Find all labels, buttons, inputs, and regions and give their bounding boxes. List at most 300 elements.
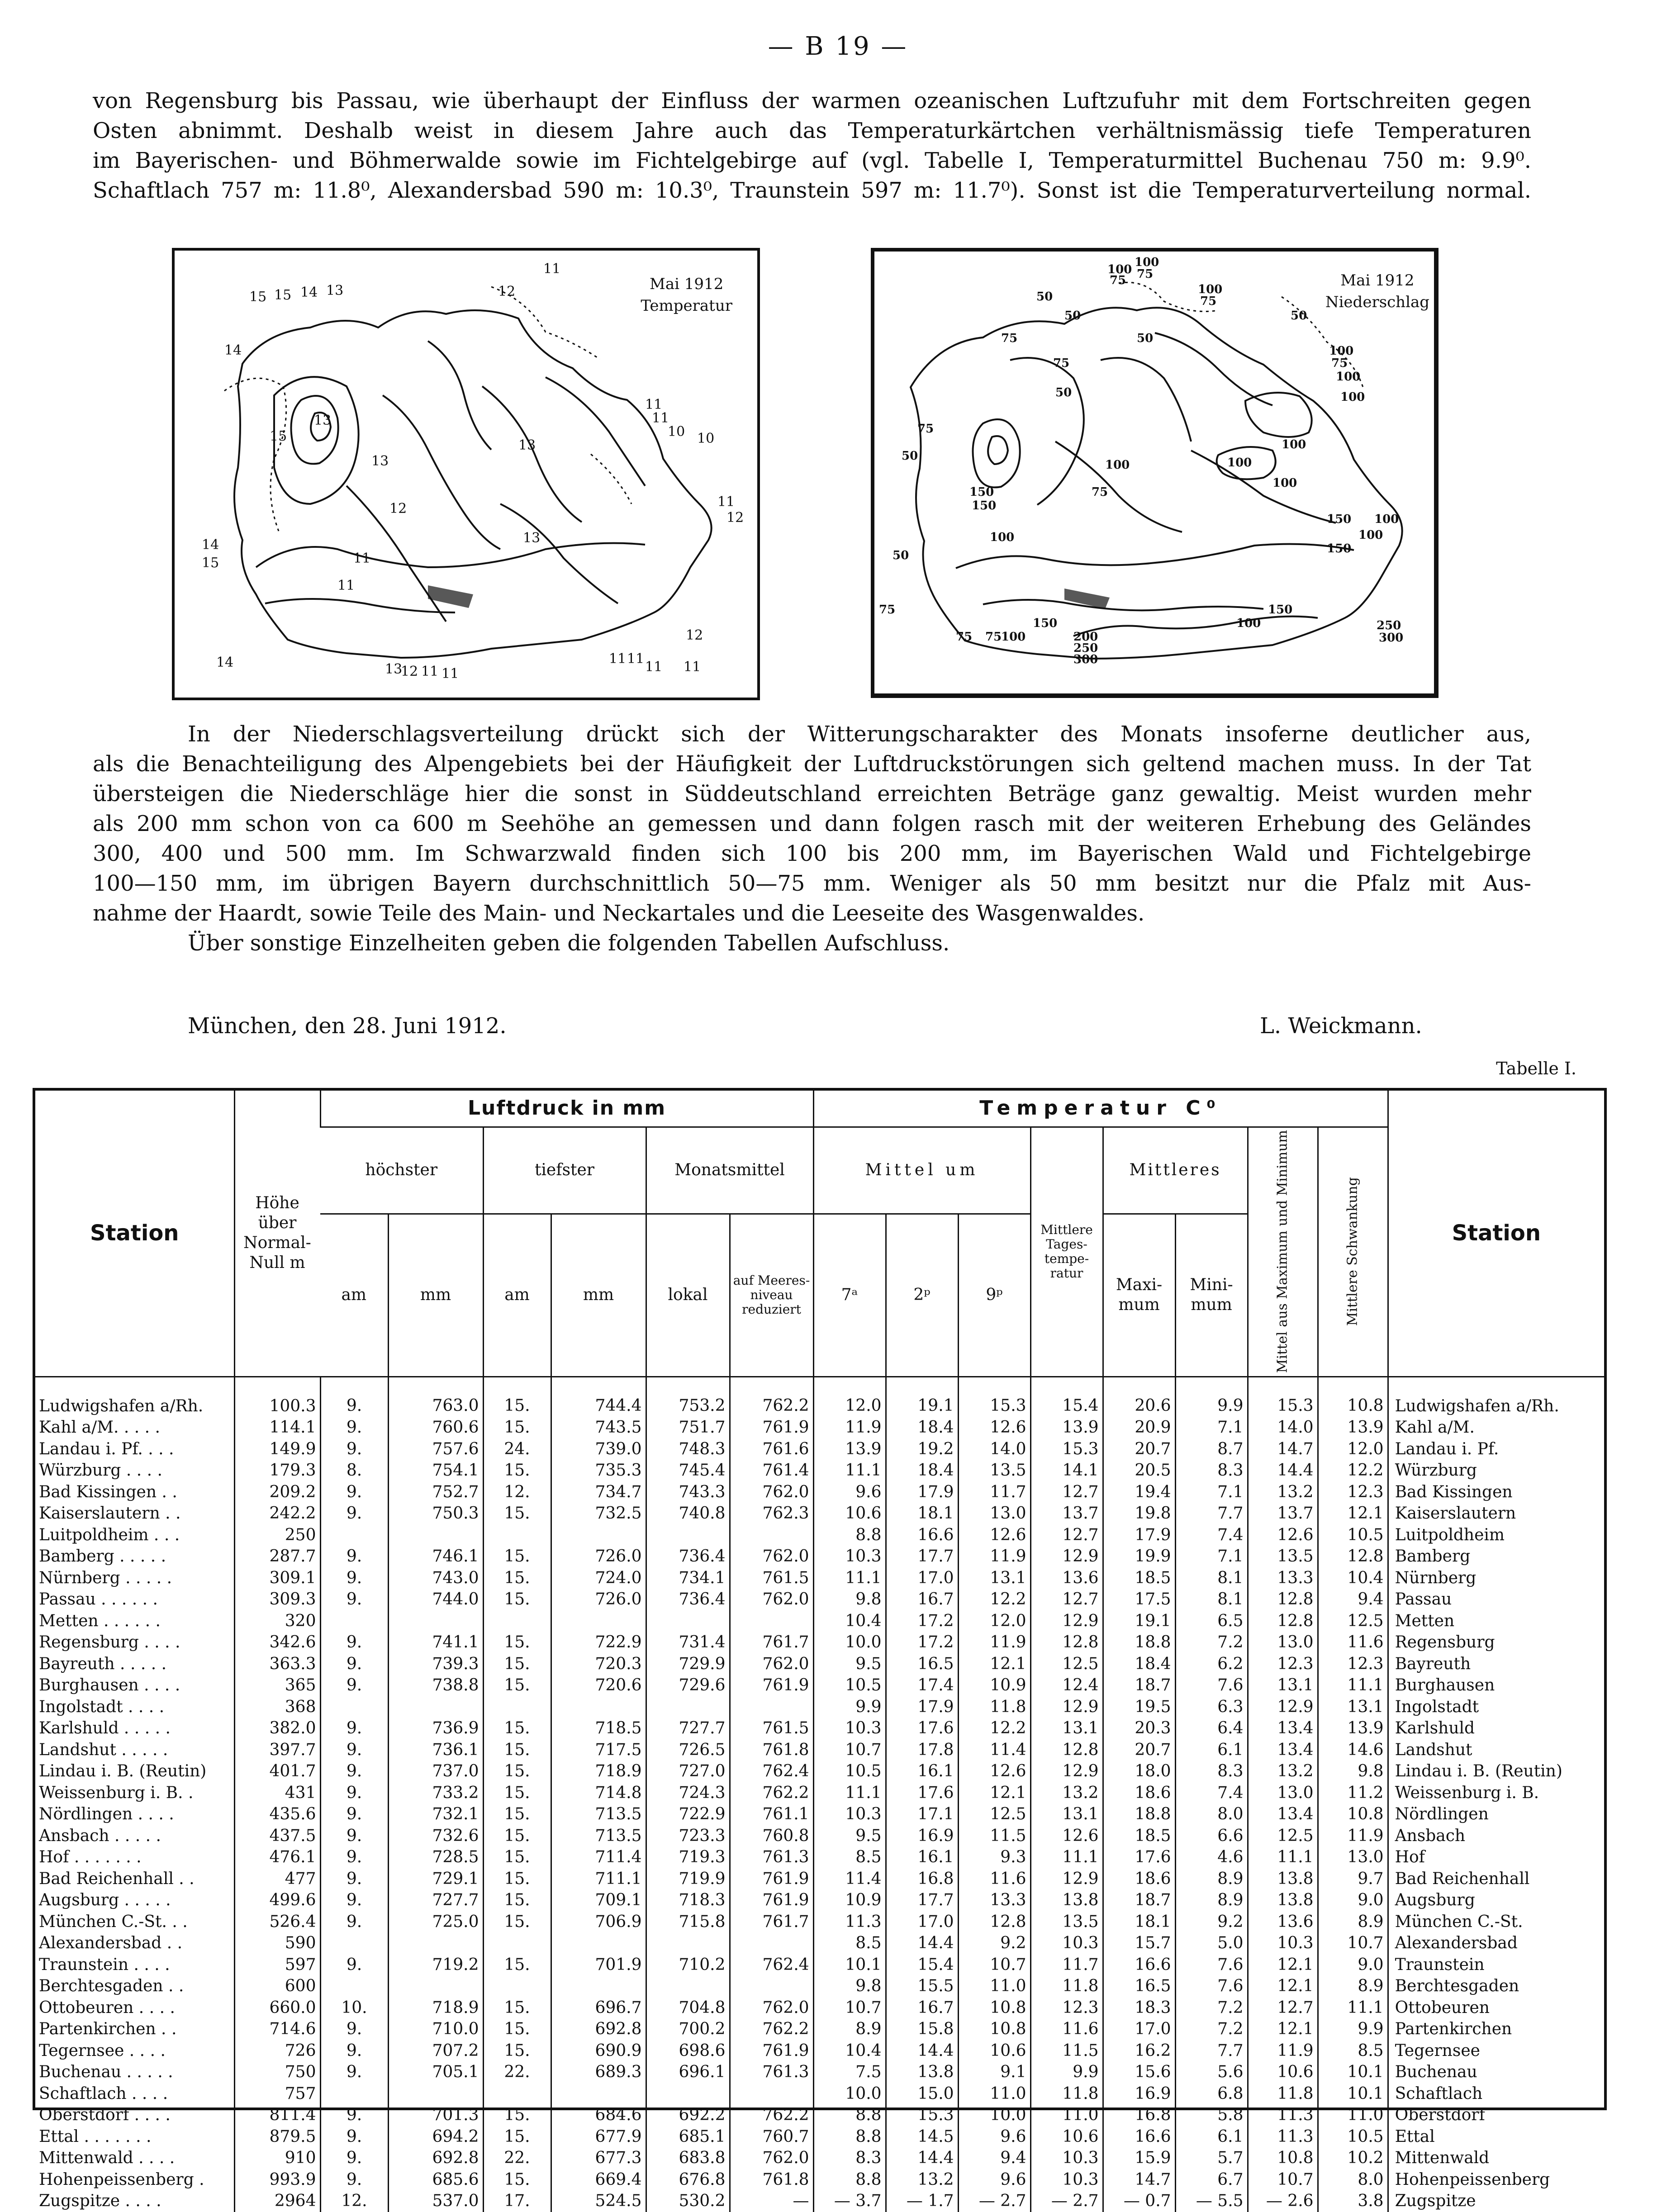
table-cell-tm: 13.7 <box>1030 1503 1103 1524</box>
table-cell-td: 17. <box>483 2190 551 2212</box>
table-cell-tmm: 706.9 <box>551 1911 646 1933</box>
header-station-right: Station <box>1388 1091 1604 1377</box>
table-cell-mm: 12.3 <box>1248 1653 1318 1675</box>
table-cell-t7: 10.5 <box>813 1675 886 1696</box>
table-cell-hd <box>320 1932 388 1954</box>
table-cell-td <box>483 1932 551 1954</box>
table-row <box>35 1653 1604 1675</box>
table-cell-lok: 676.8 <box>646 2169 730 2191</box>
table-cell-station2: Ansbach <box>1388 1825 1604 1847</box>
table-cell-t9: 10.8 <box>958 2018 1030 2040</box>
table-cell-tm: 11.7 <box>1030 1954 1103 1976</box>
table-cell-t2: 14.4 <box>886 1932 958 1954</box>
table-cell-t9: 12.2 <box>958 1589 1030 1610</box>
table-cell-mn: 762.0 <box>730 1653 813 1675</box>
table-cell-station2: Hof <box>1388 1846 1604 1868</box>
table-cell-hd: 9. <box>320 1846 388 1868</box>
table-cell-station2: Lindau i. B. (Reutin) <box>1388 1761 1604 1782</box>
table-cell-max: 18.0 <box>1103 1761 1175 1782</box>
table-cell-lok: 727.7 <box>646 1718 730 1739</box>
table-cell-t7: 10.0 <box>813 1632 886 1653</box>
table-cell-tmm: 692.8 <box>551 2018 646 2040</box>
table-cell-station: Alexandersbad . . <box>39 1934 183 1953</box>
isohyet-label: 150 <box>969 485 994 499</box>
table-cell-td: 15. <box>483 1417 551 1438</box>
table-cell-td: 15. <box>483 1632 551 1653</box>
isotherm-label: 15 <box>249 289 267 305</box>
table-cell-t7: 8.3 <box>813 2147 886 2169</box>
table-cell-h: 342.6 <box>234 1632 320 1653</box>
table-cell-max: 17.6 <box>1103 1846 1175 1868</box>
table-cell-tm: 13.6 <box>1030 1567 1103 1589</box>
table-cell-tm: 12.9 <box>1030 1610 1103 1632</box>
isohyet-label: 50 <box>1064 309 1081 323</box>
table-cell-td: 15. <box>483 1846 551 1868</box>
table-cell-station2: Tegernsee <box>1388 2040 1604 2062</box>
table-cell-hmm: 736.1 <box>388 1739 483 1761</box>
table-cell-max: 17.5 <box>1103 1589 1175 1610</box>
body-line: als die Benachteiligung des Alpengebiets bei der Häufigkeit der Luftdruckstörungen sich geltend machen muss. In der Tat <box>93 751 1531 777</box>
table-cell-sw: 13.1 <box>1318 1696 1388 1718</box>
isohyet-label: 100 <box>1105 458 1130 472</box>
table-cell-station2: Landshut <box>1388 1739 1604 1761</box>
header-9p: 9ᵖ <box>958 1214 1030 1377</box>
table-cell-sw: 10.8 <box>1318 1377 1388 1417</box>
table-cell-h: 757 <box>234 2083 320 2105</box>
table-cell-mm: 11.3 <box>1248 2104 1318 2126</box>
table-cell-sw: 10.7 <box>1318 1932 1388 1954</box>
table-cell-hmm <box>388 1696 483 1718</box>
table-cell-td: 15. <box>483 1675 551 1696</box>
table-cell-min: 4.6 <box>1175 1846 1248 1868</box>
table-cell-tm: 12.9 <box>1030 1546 1103 1567</box>
table-cell-min: 7.2 <box>1175 1632 1248 1653</box>
isohyet-label: 200 <box>1073 630 1098 644</box>
table-cell-t7: 12.0 <box>813 1377 886 1417</box>
table-cell-t9: 11.4 <box>958 1739 1030 1761</box>
table-cell-t2: 16.6 <box>886 1524 958 1546</box>
table-cell-tmm: 677.3 <box>551 2147 646 2169</box>
table-cell-station: Augsburg . . . . . <box>39 1891 171 1910</box>
table-cell-hd: 9. <box>320 1718 388 1739</box>
temperature-map <box>172 248 760 700</box>
table-cell-h: 401.7 <box>234 1761 320 1782</box>
table-cell-td: 15. <box>483 1804 551 1825</box>
body-line: nahme der Haardt, sowie Teile des Main- und Neckartales und die Leeseite des Wasgenwaldes. <box>93 901 1145 926</box>
table-cell-station2: Kaiserslautern <box>1388 1503 1604 1524</box>
table-cell-hd <box>320 2083 388 2105</box>
table-cell-t2: 17.2 <box>886 1610 958 1632</box>
table-cell-h: 660.0 <box>234 1997 320 2019</box>
table-cell-min: 6.4 <box>1175 1718 1248 1739</box>
table-cell-mn <box>730 1696 813 1718</box>
table-cell-station: Oberstdorf . . . . <box>39 2106 171 2125</box>
table-cell-station2: Augsburg <box>1388 1889 1604 1911</box>
isohyet-label: 100 <box>1107 263 1132 276</box>
table-cell-max: 18.6 <box>1103 1782 1175 1804</box>
table-cell-tmm: 732.5 <box>551 1503 646 1524</box>
table-cell-t7: 10.4 <box>813 1610 886 1632</box>
table-cell-td: 15. <box>483 1546 551 1567</box>
table-cell-t7: 8.8 <box>813 1524 886 1546</box>
table-cell-mn: 761.9 <box>730 2040 813 2062</box>
table-cell-station2: Bamberg <box>1388 1546 1604 1567</box>
table-cell-min: 5.8 <box>1175 2104 1248 2126</box>
table-cell-mm: 12.1 <box>1248 2018 1318 2040</box>
table-cell-hd: 10. <box>320 1997 388 2019</box>
table-cell-t9: 11.9 <box>958 1546 1030 1567</box>
table-cell-t2: 18.4 <box>886 1460 958 1481</box>
table-cell-hmm: 729.1 <box>388 1868 483 1890</box>
table-row <box>35 1782 1604 1804</box>
table-cell-station2: Hohenpeissenberg <box>1388 2169 1604 2191</box>
isotherm-label: 13 <box>326 283 344 299</box>
isotherm-label: 13 <box>314 413 332 428</box>
table-cell-station: Bamberg . . . . . <box>39 1547 166 1566</box>
table-cell-max: 16.9 <box>1103 2083 1175 2105</box>
table-cell-mm: 14.7 <box>1248 1438 1318 1460</box>
table-cell-sw: 12.1 <box>1318 1503 1388 1524</box>
table-cell-sw: 12.5 <box>1318 1610 1388 1632</box>
table-cell-tmm: 689.3 <box>551 2061 646 2083</box>
table-cell-t9: 9.2 <box>958 1932 1030 1954</box>
table-cell-min: 6.2 <box>1175 1653 1248 1675</box>
table-cell-h: 726 <box>234 2040 320 2062</box>
table-cell-hmm: 743.0 <box>388 1567 483 1589</box>
table-cell-mn: 761.5 <box>730 1567 813 1589</box>
table-cell-sw: 10.5 <box>1318 1524 1388 1546</box>
table-cell-hd: 9. <box>320 1739 388 1761</box>
table-cell-station: Hohenpeissenberg . <box>39 2170 204 2189</box>
table-cell-mm: 13.0 <box>1248 1782 1318 1804</box>
table-cell-lok: 718.3 <box>646 1889 730 1911</box>
table-cell-mn: 761.9 <box>730 1868 813 1890</box>
table-cell-tmm: 714.8 <box>551 1782 646 1804</box>
table-cell-td <box>483 1610 551 1632</box>
table-row <box>35 2061 1604 2083</box>
table-cell-station: Ottobeuren . . . . <box>39 1998 175 2017</box>
table-cell-t9: 11.0 <box>958 2083 1030 2105</box>
table-cell-tm: 14.1 <box>1030 1460 1103 1481</box>
table-cell-mn: 760.7 <box>730 2126 813 2148</box>
table-cell-lok <box>646 1975 730 1997</box>
table-cell-station: Weissenburg i. B. . <box>39 1783 194 1802</box>
table-cell-mm: 12.5 <box>1248 1825 1318 1847</box>
table-cell-station: Bayreuth . . . . . <box>39 1654 167 1673</box>
table-cell-mn: 761.9 <box>730 1889 813 1911</box>
header-temperatur: Temperatur C⁰ <box>813 1091 1388 1127</box>
table-cell-sw: 9.0 <box>1318 1889 1388 1911</box>
header-luftdruck: Luftdruck in mm <box>320 1091 813 1127</box>
table-cell-t2: 17.8 <box>886 1739 958 1761</box>
table-cell-station2: Weissenburg i. B. <box>1388 1782 1604 1804</box>
map-caption-title: Temperatur <box>641 297 732 315</box>
table-cell-h: 879.5 <box>234 2126 320 2148</box>
table-cell-hmm: 685.6 <box>388 2169 483 2191</box>
table-cell-min: 7.4 <box>1175 1782 1248 1804</box>
table-cell-mn: 762.2 <box>730 2018 813 2040</box>
table-row <box>35 1675 1604 1696</box>
table-cell-station2: Bayreuth <box>1388 1653 1604 1675</box>
table-cell-sw: 12.3 <box>1318 1653 1388 1675</box>
table-cell-tm: 13.1 <box>1030 1718 1103 1739</box>
table-cell-sw: 13.9 <box>1318 1718 1388 1739</box>
table-row <box>35 1417 1604 1438</box>
isohyet-label: 50 <box>1055 386 1072 399</box>
table-cell-hmm: 754.1 <box>388 1460 483 1481</box>
table-cell-t9: 12.2 <box>958 1718 1030 1739</box>
isohyet-label: 75 <box>917 422 934 436</box>
table-cell-station2: Karlshuld <box>1388 1718 1604 1739</box>
intro-line: von Regensburg bis Passau, wie überhaupt der Einfluss der warmen ozeanischen Luftzufuhr mit dem Fortschreiten gegen <box>93 88 1531 114</box>
table-cell-h: 499.6 <box>234 1889 320 1911</box>
header-7a: 7ᵃ <box>813 1214 886 1377</box>
table-cell-tmm: 524.5 <box>551 2190 646 2212</box>
isohyet-label: 100 <box>1001 630 1026 644</box>
table-cell-t7: 10.4 <box>813 2040 886 2062</box>
isohyet-label: 100 <box>990 531 1015 544</box>
table-cell-lok: 724.3 <box>646 1782 730 1804</box>
table-cell-t7: 8.8 <box>813 2126 886 2148</box>
table-cell-tm: 13.1 <box>1030 1804 1103 1825</box>
table-row <box>35 2169 1604 2191</box>
table-cell-max: 16.5 <box>1103 1975 1175 1997</box>
table-cell-max: 17.9 <box>1103 1524 1175 1546</box>
table-cell-t9: 9.6 <box>958 2126 1030 2148</box>
table-cell-h: 600 <box>234 1975 320 1997</box>
table-cell-mn: 761.3 <box>730 1846 813 1868</box>
table-cell-td: 22. <box>483 2147 551 2169</box>
table-cell-tm: 11.6 <box>1030 2018 1103 2040</box>
table-cell-t2: 17.9 <box>886 1696 958 1718</box>
table-cell-mm: 12.7 <box>1248 1997 1318 2019</box>
table-cell-station: Regensburg . . . . <box>39 1633 180 1652</box>
table-cell-t2: 16.7 <box>886 1997 958 2019</box>
table-cell-station: Partenkirchen . . <box>39 2020 177 2039</box>
table-body <box>35 1377 1604 2212</box>
table-cell-min: 7.7 <box>1175 1503 1248 1524</box>
table-cell-mn: 762.0 <box>730 1997 813 2019</box>
header-monatsmittel: Monatsmittel <box>646 1127 813 1214</box>
table-cell-t2: 17.1 <box>886 1804 958 1825</box>
table-cell-h: 477 <box>234 1868 320 1890</box>
table-cell-mn: 762.0 <box>730 1589 813 1610</box>
table-cell-max: 20.7 <box>1103 1438 1175 1460</box>
table-cell-mm: 11.3 <box>1248 2126 1318 2148</box>
table-cell-td: 15. <box>483 2126 551 2148</box>
isotherm-label: 12 <box>726 510 744 526</box>
table-row <box>35 1932 1604 1954</box>
table-cell-sw: 9.4 <box>1318 1589 1388 1610</box>
table-cell-max: 19.5 <box>1103 1696 1175 1718</box>
table-cell-mn: 762.0 <box>730 1546 813 1567</box>
table-cell-lok: 715.8 <box>646 1911 730 1933</box>
table-cell-max: 18.4 <box>1103 1653 1175 1675</box>
table-cell-hd: 9. <box>320 2040 388 2062</box>
table-cell-station2: Ingolstadt <box>1388 1696 1604 1718</box>
table-cell-min: 7.2 <box>1175 1997 1248 2019</box>
table-cell-sw: 10.4 <box>1318 1567 1388 1589</box>
table-cell-t7: 11.3 <box>813 1911 886 1933</box>
table-cell-mm: 13.4 <box>1248 1718 1318 1739</box>
table-cell-t9: 12.6 <box>958 1417 1030 1438</box>
table-cell-tmm: 696.7 <box>551 1997 646 2019</box>
temperature-map-caption <box>641 273 732 317</box>
table-cell-min: 7.2 <box>1175 2018 1248 2040</box>
table-cell-sw: 13.9 <box>1318 1417 1388 1438</box>
table-cell-t9: 12.6 <box>958 1524 1030 1546</box>
table-cell-t7: 11.4 <box>813 1868 886 1890</box>
table-cell-station2: Buchenau <box>1388 2061 1604 2083</box>
table-cell-tm: 12.9 <box>1030 1868 1103 1890</box>
table-cell-mm: 13.4 <box>1248 1739 1318 1761</box>
table-cell-mn: 761.8 <box>730 1739 813 1761</box>
table-cell-td: 15. <box>483 2104 551 2126</box>
table-cell-h: 209.2 <box>234 1481 320 1503</box>
table-cell-tm: 13.8 <box>1030 1889 1103 1911</box>
table-cell-mm: 13.2 <box>1248 1481 1318 1503</box>
table-row <box>35 2147 1604 2169</box>
table-cell-hmm <box>388 2083 483 2105</box>
table-cell-t9: 10.6 <box>958 2040 1030 2062</box>
table-cell-lok: 748.3 <box>646 1438 730 1460</box>
table-cell-tm: 11.1 <box>1030 1846 1103 1868</box>
table-cell-min: 9.9 <box>1175 1377 1248 1417</box>
table-cell-tm: 11.5 <box>1030 2040 1103 2062</box>
table-cell-t7: 8.9 <box>813 2018 886 2040</box>
table-cell-mn: 762.3 <box>730 1503 813 1524</box>
isohyet-label: 150 <box>1327 542 1352 555</box>
table-cell-mn: 762.0 <box>730 1481 813 1503</box>
table-cell-t2: 17.0 <box>886 1567 958 1589</box>
table-cell-tmm <box>551 1610 646 1632</box>
table-cell-sw: 8.0 <box>1318 2169 1388 2191</box>
table-cell-lok: 685.1 <box>646 2126 730 2148</box>
isotherm-label: 13 <box>385 661 403 677</box>
isotherm-label: 11 <box>645 397 663 413</box>
table-row <box>35 1846 1604 1868</box>
table-cell-hd: 9. <box>320 1632 388 1653</box>
table-cell-hd: 9. <box>320 1889 388 1911</box>
table-cell-hd: 9. <box>320 1911 388 1933</box>
table-cell-mm: 10.7 <box>1248 2169 1318 2191</box>
table-cell-t9: 13.3 <box>958 1889 1030 1911</box>
table-cell-max: 16.6 <box>1103 1954 1175 1976</box>
table-cell-hd: 12. <box>320 2190 388 2212</box>
table-cell-tm: 12.6 <box>1030 1825 1103 1847</box>
table-cell-min: 6.5 <box>1175 1610 1248 1632</box>
table-cell-tmm: 669.4 <box>551 2169 646 2191</box>
table-cell-t7: 8.8 <box>813 2169 886 2191</box>
table-cell-t9: 10.8 <box>958 1997 1030 2019</box>
table-cell-sw: 14.6 <box>1318 1739 1388 1761</box>
header-am: am <box>320 1214 388 1377</box>
isotherm-label: 12 <box>389 501 407 517</box>
isohyet-label: 250 <box>1377 619 1401 632</box>
table-cell-hd: 8. <box>320 1460 388 1481</box>
table-cell-t2: 15.4 <box>886 1954 958 1976</box>
table-cell-tm: 12.8 <box>1030 1632 1103 1653</box>
header-mittel-um: Mittel um <box>813 1127 1030 1214</box>
table-cell-min: 7.1 <box>1175 1546 1248 1567</box>
isohyet-label: 100 <box>1272 476 1297 490</box>
table-cell-t2: 17.7 <box>886 1889 958 1911</box>
table-cell-mm: 12.8 <box>1248 1610 1318 1632</box>
table-cell-max: 16.6 <box>1103 2126 1175 2148</box>
table-cell-min: 7.6 <box>1175 1975 1248 1997</box>
table-cell-min: 9.2 <box>1175 1911 1248 1933</box>
table-cell-min: 6.1 <box>1175 2126 1248 2148</box>
header-minimum: Mini-mum <box>1175 1214 1248 1377</box>
table-cell-t7: 10.0 <box>813 2083 886 2105</box>
table-cell-station: Kaiserslautern . . <box>39 1504 181 1523</box>
table-cell-td: 15. <box>483 1761 551 1782</box>
table-cell-station: Luitpoldheim . . . <box>39 1525 180 1544</box>
table-row <box>35 1438 1604 1460</box>
table-cell-lok: 736.4 <box>646 1546 730 1567</box>
table-cell-station: Mittenwald . . . . <box>39 2149 175 2168</box>
table-cell-hd: 9. <box>320 1567 388 1589</box>
isohyet-label: 100 <box>1340 390 1365 404</box>
table-cell-lok: 692.2 <box>646 2104 730 2126</box>
table-cell-t9: 13.0 <box>958 1503 1030 1524</box>
table-cell-h: 250 <box>234 1524 320 1546</box>
table-cell-max: 20.3 <box>1103 1718 1175 1739</box>
table-cell-sw: 12.3 <box>1318 1481 1388 1503</box>
table-cell-h: 365 <box>234 1675 320 1696</box>
table-cell-hd: 9. <box>320 1503 388 1524</box>
table-cell-h: 179.3 <box>234 1460 320 1481</box>
isohyet-label: 75 <box>956 630 973 644</box>
table-cell-min: 5.6 <box>1175 2061 1248 2083</box>
table-cell-mm: 13.8 <box>1248 1868 1318 1890</box>
header-schwankung: Mittlere Schwankung <box>1318 1127 1388 1377</box>
table-cell-mn <box>730 1932 813 1954</box>
precipitation-map-drawing <box>874 252 1434 693</box>
table-cell-mn: 762.2 <box>730 2104 813 2126</box>
table-row <box>35 2104 1604 2126</box>
isohyet-label: 75 <box>1001 332 1018 345</box>
temperature-map-drawing <box>175 251 757 698</box>
table-cell-tmm: 677.9 <box>551 2126 646 2148</box>
table-cell-h: 149.9 <box>234 1438 320 1460</box>
table-cell-h: 114.1 <box>234 1417 320 1438</box>
table-cell-h: 382.0 <box>234 1718 320 1739</box>
table-cell-t9: 12.8 <box>958 1911 1030 1933</box>
table-cell-min: 7.6 <box>1175 1954 1248 1976</box>
table-cell-hmm: 736.9 <box>388 1718 483 1739</box>
isohyet-label: 75 <box>879 603 896 617</box>
body-line: als 200 mm schon von ca 600 m Seehöhe an gemessen und dann folgen rasch mit der weiteren Erhebung des Geländes <box>93 811 1531 836</box>
table-cell-tm: 12.5 <box>1030 1653 1103 1675</box>
table-cell-t7: 9.6 <box>813 1481 886 1503</box>
table-cell-sw: 9.0 <box>1318 1954 1388 1976</box>
table-cell-station2: Oberstdorf <box>1388 2104 1604 2126</box>
table-cell-hd: 9. <box>320 1782 388 1804</box>
table-cell-tmm <box>551 2083 646 2105</box>
table-cell-tm: 12.4 <box>1030 1675 1103 1696</box>
isotherm-label: 14 <box>216 655 234 670</box>
table-cell-hd <box>320 1975 388 1997</box>
isohyet-label: 100 <box>1135 256 1159 269</box>
table-cell-max: 18.7 <box>1103 1889 1175 1911</box>
table-row <box>35 1825 1604 1847</box>
table-cell-t2: 18.4 <box>886 1417 958 1438</box>
table-cell-lok: 719.9 <box>646 1868 730 1890</box>
table-cell-hd <box>320 1610 388 1632</box>
table-cell-hmm: 760.6 <box>388 1417 483 1438</box>
table-cell-hmm: 694.2 <box>388 2126 483 2148</box>
